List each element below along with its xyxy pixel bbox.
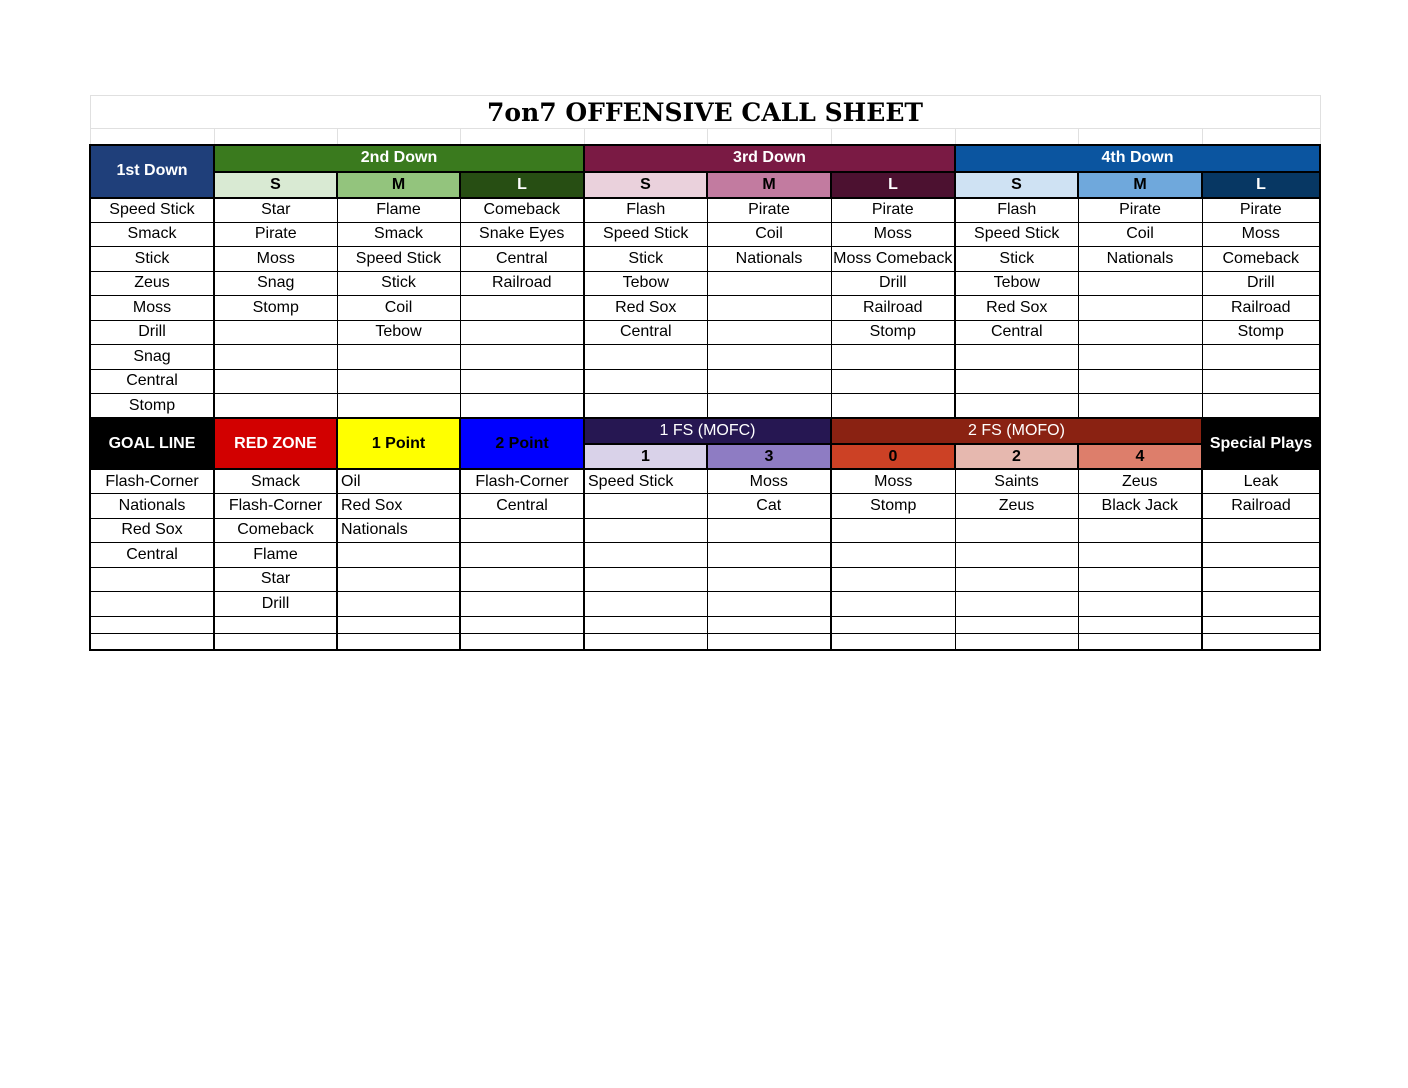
play-cell (584, 543, 707, 568)
play-cell (584, 518, 707, 543)
play-cell (90, 567, 214, 592)
table-row (90, 369, 1320, 394)
play-cell: Railroad (1202, 296, 1320, 321)
table-row (90, 469, 1320, 494)
second-down-short-header: S (214, 172, 337, 198)
play-cell: Drill (1202, 271, 1320, 296)
play-cell: Red Sox (584, 296, 707, 321)
play-cell: Flame (337, 198, 460, 223)
play-cell: Stick (90, 247, 214, 272)
play-cell: Oil (337, 469, 460, 494)
play-cell: Central (460, 494, 584, 519)
play-cell (584, 394, 707, 419)
play-cell: Comeback (460, 198, 584, 223)
play-cell (214, 394, 337, 419)
play-cell: Speed Stick (955, 222, 1078, 247)
special-plays-header: Special Plays (1202, 418, 1320, 469)
play-cell: Central (90, 369, 214, 394)
play-cell (90, 592, 214, 617)
play-cell (955, 616, 1078, 633)
fourth-down-header: 4th Down (955, 145, 1320, 172)
play-cell (831, 518, 955, 543)
play-cell (1078, 616, 1202, 633)
play-cell (584, 369, 707, 394)
first-down-header: 1st Down (90, 145, 214, 198)
one-fs-1-header: 1 (584, 444, 707, 469)
play-cell (584, 567, 707, 592)
table-row (90, 418, 1320, 444)
play-cell (584, 616, 707, 633)
fourth-down-medium-header: M (1078, 172, 1202, 198)
play-cell (1078, 296, 1202, 321)
play-cell (214, 369, 337, 394)
play-cell (90, 616, 214, 633)
one-point-header: 1 Point (337, 418, 460, 469)
play-cell: Flash-Corner (460, 469, 584, 494)
play-cell (337, 616, 460, 633)
third-down-long-header: L (831, 172, 955, 198)
play-cell: Central (460, 247, 584, 272)
play-cell: Railroad (831, 296, 955, 321)
fourth-down-long-header: L (1202, 172, 1320, 198)
play-cell (831, 345, 955, 370)
play-cell (1078, 633, 1202, 650)
play-cell: Smack (337, 222, 460, 247)
play-cell (1078, 271, 1202, 296)
second-down-long-header: L (460, 172, 584, 198)
play-cell (955, 633, 1078, 650)
play-cell: Cat (707, 494, 831, 519)
play-cell: Moss (90, 296, 214, 321)
play-cell: Star (214, 198, 337, 223)
play-cell: Leak (1202, 469, 1320, 494)
play-cell (1078, 369, 1202, 394)
play-cell: Stomp (831, 494, 955, 519)
play-cell (584, 592, 707, 617)
play-cell: Railroad (460, 271, 584, 296)
table-row (90, 592, 1320, 617)
table-row (90, 567, 1320, 592)
play-cell: Speed Stick (337, 247, 460, 272)
play-cell (460, 320, 584, 345)
play-cell (337, 633, 460, 650)
play-cell (460, 592, 584, 617)
play-cell (707, 633, 831, 650)
play-cell: Tebow (584, 271, 707, 296)
play-cell (214, 616, 337, 633)
play-cell: Nationals (707, 247, 831, 272)
two-fs-4-header: 4 (1078, 444, 1202, 469)
play-cell (707, 394, 831, 419)
fourth-down-short-header: S (955, 172, 1078, 198)
play-cell: Pirate (1078, 198, 1202, 223)
play-cell: Central (90, 543, 214, 568)
play-cell (214, 633, 337, 650)
play-cell: Snag (90, 345, 214, 370)
play-cell (337, 394, 460, 419)
play-cell (955, 394, 1078, 419)
second-down-header: 2nd Down (214, 145, 584, 172)
play-cell (460, 345, 584, 370)
play-cell (831, 567, 955, 592)
play-cell: Speed Stick (584, 469, 707, 494)
play-cell: Flash-Corner (90, 469, 214, 494)
play-cell: Snake Eyes (460, 222, 584, 247)
play-cell: Central (955, 320, 1078, 345)
call-sheet-table (89, 95, 1321, 651)
play-cell: Red Sox (337, 494, 460, 519)
play-cell: Moss (1202, 222, 1320, 247)
goal-line-header: GOAL LINE (90, 418, 214, 469)
play-cell (337, 369, 460, 394)
play-cell: Stomp (1202, 320, 1320, 345)
play-cell (337, 543, 460, 568)
play-cell (460, 369, 584, 394)
two-point-header: 2 Point (460, 418, 584, 469)
play-cell (1078, 320, 1202, 345)
play-cell: Moss (707, 469, 831, 494)
one-fs-header: 1 FS (MOFC) (584, 418, 831, 444)
play-cell: Flame (214, 543, 337, 568)
play-cell (1202, 345, 1320, 370)
play-cell: Flash-Corner (214, 494, 337, 519)
play-cell: Flash (584, 198, 707, 223)
play-cell (1202, 518, 1320, 543)
play-cell: Coil (707, 222, 831, 247)
table-row (90, 296, 1320, 321)
play-cell: Drill (214, 592, 337, 617)
play-cell: Drill (90, 320, 214, 345)
play-cell: Zeus (90, 271, 214, 296)
play-cell (1078, 592, 1202, 617)
play-cell: Zeus (1078, 469, 1202, 494)
play-cell (1078, 345, 1202, 370)
play-cell: Railroad (1202, 494, 1320, 519)
play-cell (1202, 633, 1320, 650)
play-cell (955, 567, 1078, 592)
call-sheet (89, 95, 1321, 651)
play-cell (707, 592, 831, 617)
play-cell: Tebow (337, 320, 460, 345)
play-cell: Tebow (955, 271, 1078, 296)
play-cell: Drill (831, 271, 955, 296)
play-cell (707, 518, 831, 543)
play-cell: Pirate (707, 198, 831, 223)
two-fs-0-header: 0 (831, 444, 955, 469)
table-row (90, 320, 1320, 345)
play-cell (955, 345, 1078, 370)
two-fs-2-header: 2 (955, 444, 1078, 469)
table-row (90, 633, 1320, 650)
play-cell (1078, 518, 1202, 543)
play-cell (955, 543, 1078, 568)
play-cell: Nationals (337, 518, 460, 543)
play-cell (831, 633, 955, 650)
play-cell (214, 345, 337, 370)
play-cell (707, 320, 831, 345)
play-cell: Stick (584, 247, 707, 272)
play-cell (460, 394, 584, 419)
play-cell (460, 616, 584, 633)
play-cell (707, 271, 831, 296)
second-down-medium-header: M (337, 172, 460, 198)
third-down-short-header: S (584, 172, 707, 198)
play-cell: Smack (214, 469, 337, 494)
table-row (90, 271, 1320, 296)
table-row (90, 222, 1320, 247)
play-cell (1078, 567, 1202, 592)
play-cell (1202, 369, 1320, 394)
play-cell: Red Sox (955, 296, 1078, 321)
play-cell (831, 394, 955, 419)
play-cell (831, 543, 955, 568)
play-cell: Moss (831, 222, 955, 247)
table-row (90, 345, 1320, 370)
play-cell (1202, 616, 1320, 633)
play-cell (831, 592, 955, 617)
play-cell (337, 592, 460, 617)
play-cell: Red Sox (90, 518, 214, 543)
two-fs-header: 2 FS (MOFO) (831, 418, 1202, 444)
play-cell (460, 567, 584, 592)
third-down-header: 3rd Down (584, 145, 955, 172)
table-row (90, 494, 1320, 519)
play-cell (707, 369, 831, 394)
play-cell (90, 633, 214, 650)
play-cell (214, 320, 337, 345)
play-cell: Nationals (1078, 247, 1202, 272)
play-cell (1078, 394, 1202, 419)
play-cell (584, 633, 707, 650)
one-fs-3-header: 3 (707, 444, 831, 469)
play-cell: Comeback (214, 518, 337, 543)
play-cell: Stomp (90, 394, 214, 419)
play-cell: Stomp (214, 296, 337, 321)
play-cell (707, 616, 831, 633)
table-row (90, 198, 1320, 223)
play-cell (1202, 592, 1320, 617)
third-down-medium-header: M (707, 172, 831, 198)
play-cell (460, 633, 584, 650)
play-cell: Saints (955, 469, 1078, 494)
play-cell (337, 345, 460, 370)
play-cell (460, 518, 584, 543)
play-cell: Smack (90, 222, 214, 247)
play-cell: Stick (955, 247, 1078, 272)
play-cell: Black Jack (1078, 494, 1202, 519)
play-cell: Zeus (955, 494, 1078, 519)
play-cell (707, 345, 831, 370)
play-cell: Pirate (1202, 198, 1320, 223)
play-cell: Comeback (1202, 247, 1320, 272)
play-cell (707, 567, 831, 592)
play-cell (460, 543, 584, 568)
play-cell: Coil (1078, 222, 1202, 247)
play-cell (460, 296, 584, 321)
play-cell: Moss (831, 469, 955, 494)
play-cell: Moss Comeback (831, 247, 955, 272)
play-cell (1202, 567, 1320, 592)
play-cell: Speed Stick (584, 222, 707, 247)
play-cell (584, 345, 707, 370)
play-cell: Snag (214, 271, 337, 296)
red-zone-header: RED ZONE (214, 418, 337, 469)
play-cell: Coil (337, 296, 460, 321)
play-cell: Nationals (90, 494, 214, 519)
play-cell (1078, 543, 1202, 568)
play-cell: Star (214, 567, 337, 592)
play-cell: Pirate (831, 198, 955, 223)
play-cell: Speed Stick (90, 198, 214, 223)
play-cell: Moss (214, 247, 337, 272)
play-cell (831, 369, 955, 394)
play-cell: Pirate (214, 222, 337, 247)
play-cell: Central (584, 320, 707, 345)
table-row (90, 543, 1320, 568)
sheet-title: 7on7 OFFENSIVE CALL SHEET (90, 96, 1320, 129)
table-row (90, 394, 1320, 419)
play-cell: Flash (955, 198, 1078, 223)
play-cell (707, 543, 831, 568)
play-cell (955, 518, 1078, 543)
play-cell (955, 592, 1078, 617)
table-row (90, 616, 1320, 633)
play-cell (1202, 394, 1320, 419)
table-row (90, 518, 1320, 543)
play-cell (337, 567, 460, 592)
play-cell (831, 616, 955, 633)
play-cell (584, 494, 707, 519)
play-cell: Stomp (831, 320, 955, 345)
play-cell (955, 369, 1078, 394)
play-cell (707, 296, 831, 321)
table-row (90, 247, 1320, 272)
play-cell: Stick (337, 271, 460, 296)
play-cell (1202, 543, 1320, 568)
